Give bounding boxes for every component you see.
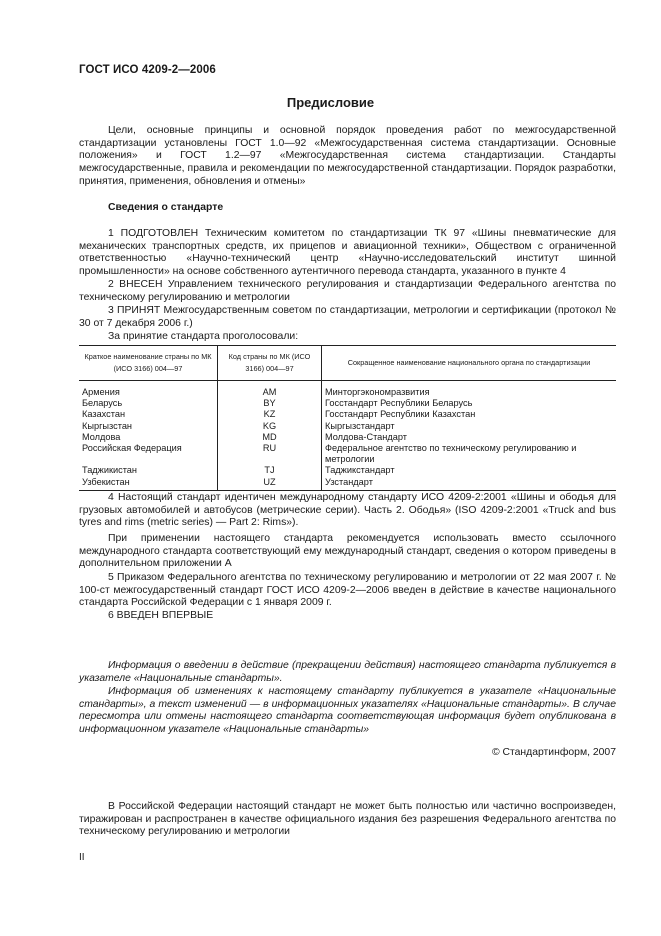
table-row (79, 398, 616, 409)
rights-paragraph: В Российской Федерации настоящий стандарт не может быть полностью или частично воспроизведен, тиражирован и распространен в качестве официального издания без разрешения Федерального агентства по техническому регулированию и метрологии (79, 801, 616, 838)
authority-cell: Молдова-Стандарт (322, 432, 617, 443)
item-3-vote-line: За принятие стандарта проголосовали: (108, 331, 299, 342)
code-cell: BY (218, 398, 322, 409)
country-cell: Беларусь (82, 398, 123, 409)
item-1-paragraph: 1 ПОДГОТОВЛЕН Техническим комитетом по стандартизации ТК 97 «Шины пневматические для механических транспортных средств, их прицепов и авиационной техники», Обществом с ограниченной ответственностью «Научно-технический центр «Научно-исследовательский институт шинной промышленности» на основе собственного аутентичного перевода стандарта, указанного в пункте 4 (79, 228, 616, 278)
authority-cell: Кыргызстандарт (322, 421, 617, 432)
table-row (79, 381, 616, 399)
intro-paragraph: Цели, основные принципы и основной порядок проведения работ по межгосударственной стандартизации установлены ГОСТ 1.0—92 «Межгосударственная система стандартизации. Основные положения» и ГОСТ 1.2—97 «Межгосударственная система стандартизации. Стандарты межгосударственные, правила и рекомендации по межгосударственной стандартизации. Порядок разработки, принятия, применения, обновления и отмены» (79, 125, 616, 187)
item-5-paragraph: 5 Приказом Федерального агентства по техническому регулированию и метрологии от 22 мая 2007 г. № 100-ст межгосударственный стандарт ГОСТ ИСО 4209-2—2006 введен в действие в качестве национального стандарта Российской Федерации с 1 января 2009 г. (79, 572, 616, 609)
info-publication-paragraph: Информация о введении в действие (прекращении действия) настоящего стандарта публикуется в указателе «Национальные стандарты». (79, 660, 616, 684)
country-cell: Российская Федерация (82, 443, 182, 454)
table-row (79, 409, 616, 420)
country-cell: Узбекистан (79, 477, 218, 491)
voting-countries-table (79, 345, 616, 491)
table-row (79, 432, 616, 443)
authority-cell: Госстандарт Республики Беларусь (322, 398, 617, 409)
authority-cell: Узстандарт (322, 477, 617, 491)
table-row (79, 443, 616, 465)
country-cell: Армения (82, 387, 120, 397)
authority-cell: Минторгэкономразвития (322, 381, 617, 399)
code-cell: KG (218, 421, 322, 432)
item-4-paragraph: 4 Настоящий стандарт идентичен международному стандарту ИСО 4209-2:2001 «Шины и ободья для грузовых автомобилей и автобусов (метрические серии). Часть 2. Ободья» (ISO 4209-2:2001 «Truck and bus tyres and rims (metric series) — Part 2: Rims»). (79, 492, 616, 529)
table-row (79, 421, 616, 432)
item-6-paragraph: 6 ВВЕДЕН ВПЕРВЫЕ (108, 610, 214, 621)
column-header-country: Краткое наименование страны по МК (ИСО 3166) 004—97 (79, 346, 218, 381)
code-cell: RU (218, 443, 322, 465)
table-row (79, 477, 616, 491)
code-cell: MD (218, 432, 322, 443)
code-cell: KZ (218, 409, 322, 420)
item-4-note-paragraph: При применении настоящего стандарта рекомендуется использовать вместо ссылочного международного стандарта соответствующий ему международный стандарт, сведения о котором приведены в дополнительном приложении А (79, 533, 616, 570)
code-cell: AM (218, 381, 322, 399)
document-code-header: ГОСТ ИСО 4209-2—2006 (79, 64, 216, 76)
column-header-authority: Сокращенное наименование национального органа по стандартизации (322, 346, 617, 381)
authority-cell: Таджикстандарт (322, 465, 617, 476)
country-cell: Кыргызстан (82, 420, 133, 431)
country-cell: Таджикистан (82, 465, 137, 476)
table-row (79, 465, 616, 476)
code-cell: UZ (218, 477, 322, 491)
section-heading: Сведения о стандарте (108, 202, 224, 213)
info-changes-paragraph: Информация об изменениях к настоящему стандарту публикуется в указателе «Национальные стандарты», а текст изменений — в информационных указателях «Национальные стандарты». В случае пересмотра или отмены настоящего стандарта соответствующая информация будет опубликована в информационном указателе «Национальные стандарты» (79, 686, 616, 736)
country-cell: Молдова (82, 431, 121, 442)
page-title: Предисловие (286, 95, 375, 110)
page-number: II (79, 852, 85, 863)
table-header-row (79, 346, 616, 381)
item-2-paragraph: 2 ВНЕСЕН Управлением технического регулирования и стандартизации Федерального агентства по техническому регулированию и метрологии (79, 279, 616, 303)
authority-cell: Федеральное агентство по техническому регулированию и метрологии (322, 443, 617, 465)
column-header-code: Код страны по МК (ИСО 3166) 004—97 (218, 346, 322, 381)
code-cell: TJ (218, 465, 322, 476)
authority-cell: Госстандарт Республики Казахстан (322, 409, 617, 420)
item-3-paragraph: 3 ПРИНЯТ Межгосударственным советом по стандартизации, метрологии и сертификации (протокол № 30 от 7 декабря 2006 г.) (79, 305, 616, 329)
country-cell: Казахстан (82, 409, 126, 420)
copyright-line: © Стандартинформ, 2007 (491, 747, 616, 758)
